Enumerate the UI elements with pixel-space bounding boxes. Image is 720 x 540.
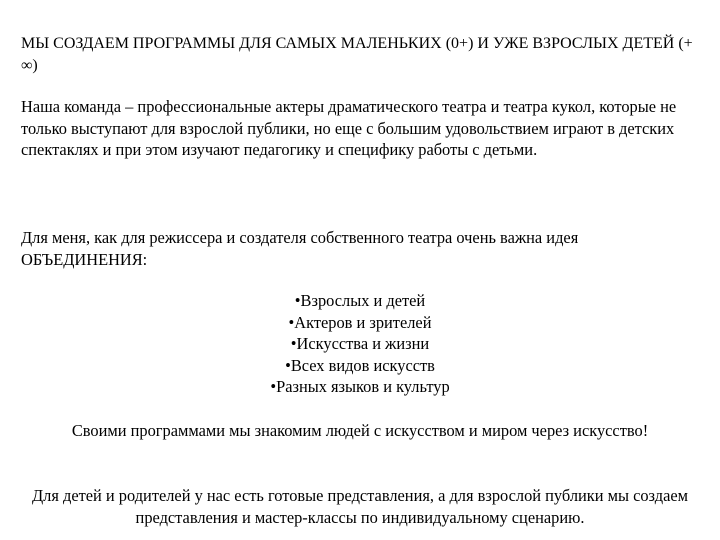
- unity-idea-text: Для меня, как для режиссера и создателя собственного театра очень важна идея ОБЪЕДИНЕНИЯ:: [21, 228, 579, 269]
- offer-statement: Для детей и родителей у нас есть готовые представления, а для взрослой публики мы создаем представления и мастер-классы по индивидуальному сценарию.: [32, 486, 688, 527]
- bullet-item: • Всех видов искусств: [0, 355, 720, 377]
- bullet-item: • Искусства и жизни: [0, 333, 720, 355]
- bullet-item: • Актеров и зрителей: [0, 312, 720, 334]
- slide-heading: МЫ СОЗДАЕМ ПРОГРАММЫ ДЛЯ САМЫХ МАЛЕНЬКИХ (0+) И УЖЕ ВЗРОСЛЫХ ДЕТЕЙ (+ ∞): [21, 35, 693, 74]
- bullet-item: • Разных языков и культур: [0, 376, 720, 398]
- programs-statement: Своими программами мы знакомим людей с искусством и миром через искусство!: [71, 421, 649, 440]
- team-description: Наша команда – профессиональные актеры драматического театра и театра кукол, которые не только выступают для взрослой публики, но еще с большим удовольствием играют в детских спектаклях и при этом изучают педагогику и специфику работы с детьми.: [21, 97, 677, 160]
- unity-bullet-list: [0, 290, 720, 398]
- bullet-item: • Взрослых и детей: [0, 290, 720, 312]
